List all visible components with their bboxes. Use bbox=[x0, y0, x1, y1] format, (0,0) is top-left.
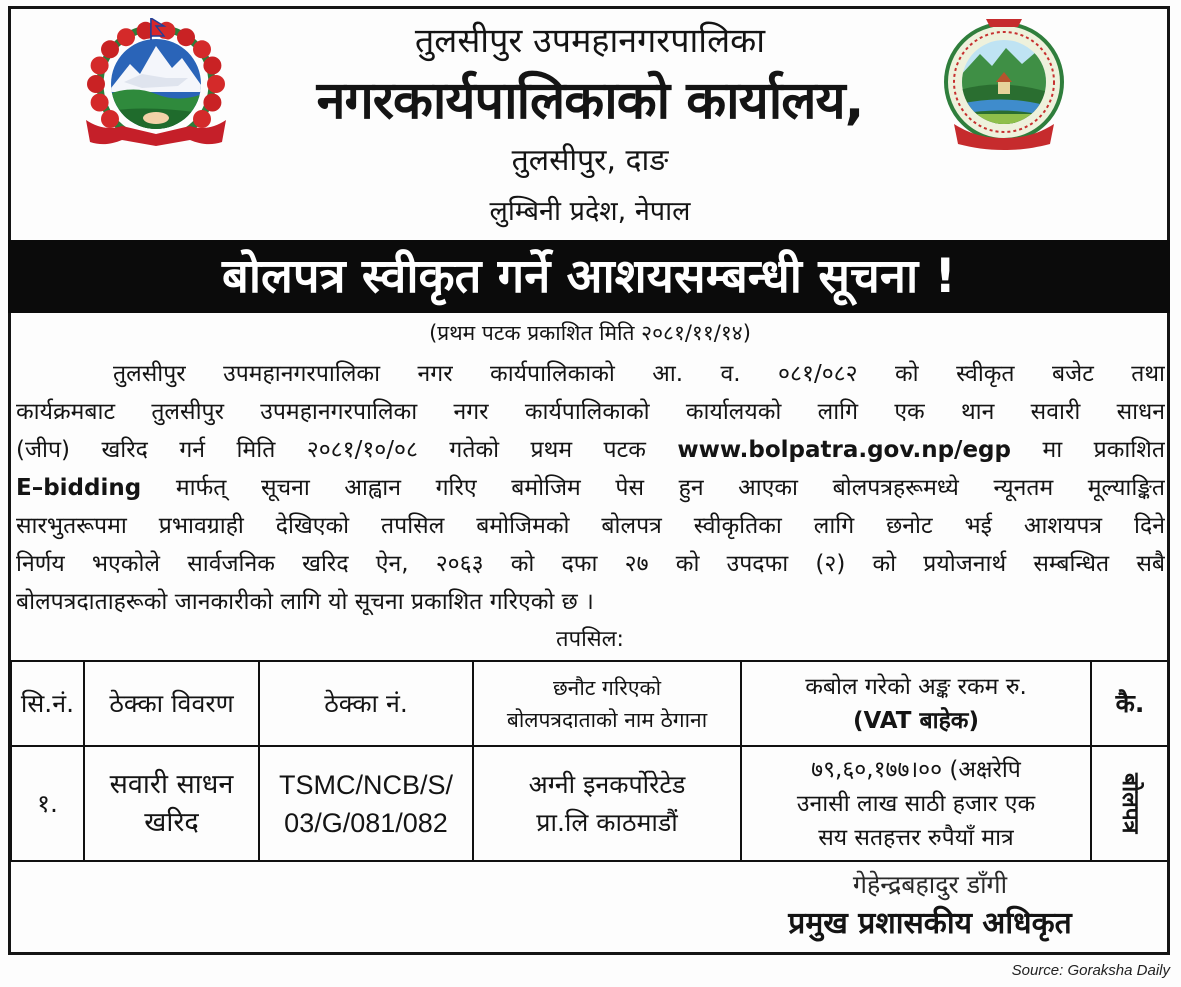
e-bidding-term: E–bidding bbox=[16, 475, 142, 501]
column-header-contract-no bbox=[260, 662, 474, 747]
column-header-amount bbox=[742, 662, 1092, 747]
municipality-name: तुलसीपुर उपमहानगरपालिका bbox=[414, 21, 766, 61]
published-date: (प्रथम पटक प्रकाशित मिति २०८१/११/१४) bbox=[429, 321, 751, 345]
column-header-label: कै. bbox=[1115, 688, 1145, 718]
table-cell-sn bbox=[12, 747, 85, 862]
cell-text: प्रा.लि काठमाडौं bbox=[536, 807, 678, 837]
cell-text: सवारी साधन bbox=[109, 768, 234, 800]
body-text: (जीप) खरिद गर्न मिति २०८१/१०/०८ गतेको प्रथम पटक bbox=[16, 437, 646, 463]
table-cell-description bbox=[85, 747, 260, 862]
column-header-label: ठेक्का नं. bbox=[324, 688, 408, 718]
column-header-remarks bbox=[1092, 662, 1170, 747]
column-header-label: सि.नं. bbox=[20, 688, 75, 718]
signatory-name: गेहेन्द्रबहादुर डाँगी bbox=[852, 870, 1008, 899]
portal-url: www.bolpatra.gov.np/egp bbox=[677, 437, 1011, 463]
schedule-heading: तपसिल: bbox=[556, 627, 624, 652]
cell-text: खरिद bbox=[144, 806, 199, 838]
table-cell-amount bbox=[742, 747, 1092, 862]
bid-amount: ७९,६०,१७७।०० bbox=[811, 756, 943, 783]
column-header-bidder bbox=[474, 662, 742, 747]
table-cell-remarks bbox=[1092, 747, 1170, 862]
body-line bbox=[16, 431, 1165, 469]
schedule-table bbox=[10, 660, 1170, 862]
body-line bbox=[16, 469, 1165, 507]
body-line: बोलपत्रदाताहरूको जानकारीको लागि यो सूचना प्रकाशित गरिएको छ । bbox=[16, 589, 594, 615]
emblem-top-ribbon bbox=[986, 19, 1022, 27]
column-header-sn bbox=[12, 662, 85, 747]
column-header-description bbox=[85, 662, 260, 747]
cell-text: TSMC/NCB/S/ bbox=[278, 769, 453, 800]
notice-title: बोलपत्र स्वीकृत गर्ने आशयसम्बन्धी सूचना ! bbox=[8, 240, 1170, 313]
source-credit: Source: Goraksha Daily bbox=[1011, 962, 1170, 979]
office-province: लुम्बिनी प्रदेश, नेपाल bbox=[489, 196, 691, 227]
amount-in-words: सय सतहत्तर रुपैयाँ मात्र bbox=[818, 824, 1014, 851]
cell-text: अग्नी इनकर्पोरेटेड bbox=[528, 769, 686, 799]
column-header-label: कबोल गरेको अङ्क रकम रु. bbox=[805, 673, 1027, 700]
body-text: मार्फत् सूचना आह्वान गरिए बमोजिम पेस हुन आएका बोलपत्रहरूमध्ये न्यूनतम मूल्याङ्कित bbox=[175, 475, 1165, 501]
handshake-icon bbox=[143, 112, 169, 124]
column-header-label: बोलपत्रदाताको नाम ठेगाना bbox=[506, 707, 708, 732]
cell-text: बोलपत्र bbox=[1117, 773, 1143, 834]
body-line: सारभुतरूपमा प्रभावग्राही देखिएको तपसिल बमोजिमको बोलपत्र स्वीकृतिका लागि छनोट भई आशयपत्र दिने bbox=[16, 513, 1165, 539]
signatory-designation: प्रमुख प्रशासकीय अधिकृत bbox=[788, 906, 1072, 941]
body-text: मा प्रकाशित bbox=[1042, 437, 1165, 463]
notice-body bbox=[16, 355, 1165, 621]
office-name: नगरकार्यपालिकाको कार्यालय, bbox=[316, 71, 864, 131]
cell-text bbox=[811, 753, 1021, 787]
column-header-label: छनौट गरिएको bbox=[552, 675, 662, 700]
body-line: तुलसीपुर उपमहानगरपालिका नगर कार्यपालिकाको आ. व. ०८१/०८२ को स्वीकृत बजेट तथा bbox=[113, 361, 1165, 387]
office-location: तुलसीपुर, दाङ bbox=[511, 143, 669, 178]
amount-in-words: उनासी लाख साठी हजार एक bbox=[796, 790, 1036, 817]
table-cell-contract-no bbox=[260, 747, 474, 862]
table-cell-bidder bbox=[474, 747, 742, 862]
body-line: कार्यक्रमबाट तुलसीपुर उपमहानगरपालिका नगर कार्यपालिकाको कार्यालयको लागि एक थान सवारी साधन bbox=[16, 399, 1165, 425]
column-header-label: (VAT बाहेक) bbox=[853, 707, 979, 734]
cell-text: 03/G/081/082 bbox=[284, 807, 448, 838]
body-line: निर्णय भएकोले सार्वजनिक खरिद ऐन, २०६३ को दफा २७ को उपदफा (२) को प्रयोजनार्थ सम्बन्धित सबै bbox=[16, 551, 1165, 577]
column-header-label: ठेक्का विवरण bbox=[109, 688, 234, 718]
cell-text: १. bbox=[37, 788, 58, 818]
amount-in-words: (अक्षरेपि bbox=[949, 756, 1021, 783]
